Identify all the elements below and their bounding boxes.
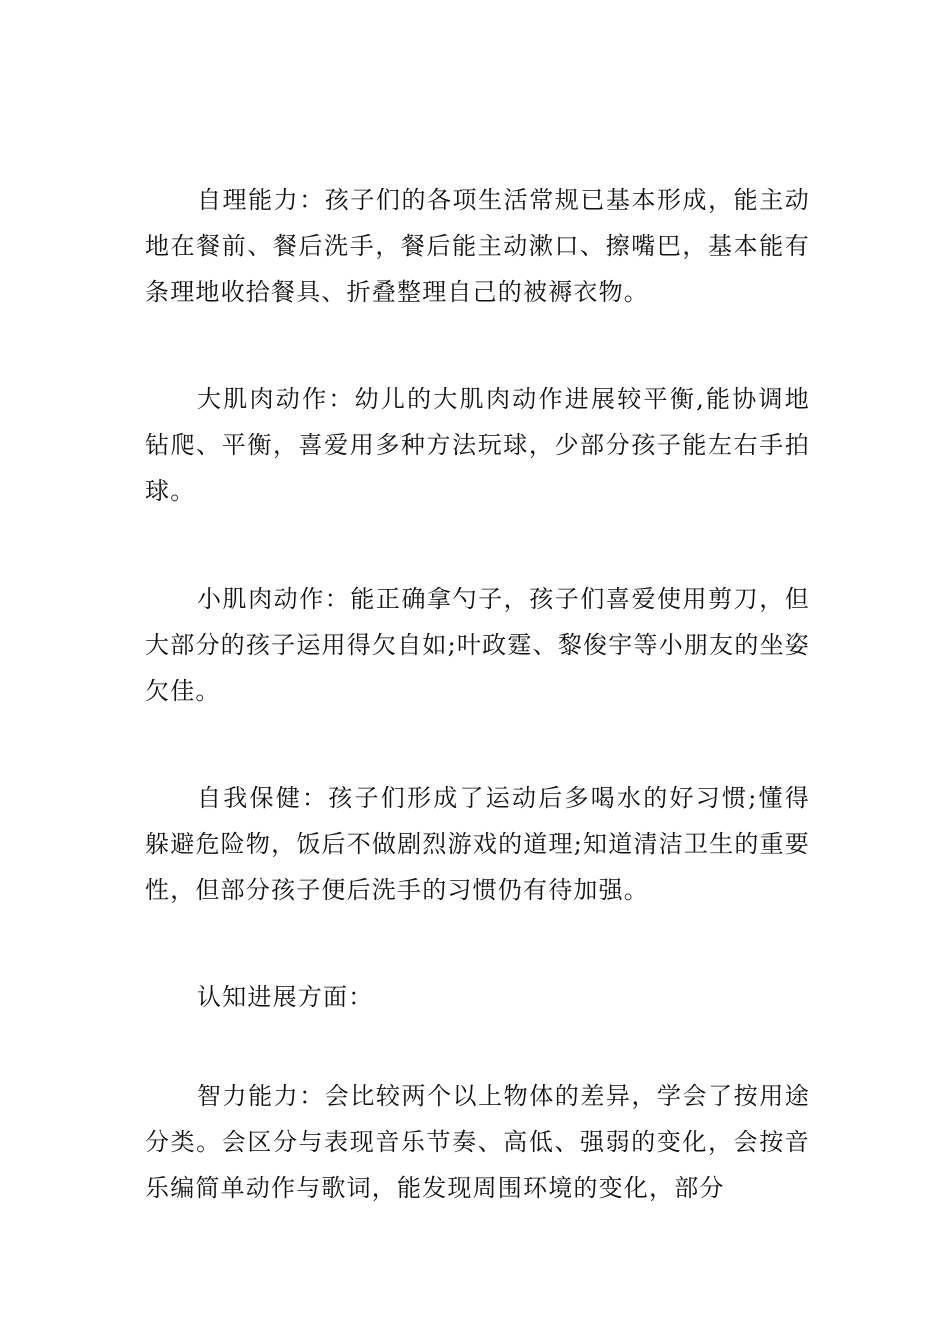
paragraph-gross-motor: 大肌肉动作：幼儿的大肌肉动作进展较平衡,能协调地钻爬、平衡，喜爱用多种方法玩球，少部分孩子能左右手拍球。 bbox=[145, 385, 810, 505]
paragraph-self-health: 自我保健：孩子们形成了运动后多喝水的好习惯;懂得躲避危险物，饭后不做剧烈游戏的道理;知道清洁卫生的重要性，但部分孩子便后洗手的习惯仍有待加强。 bbox=[145, 784, 810, 904]
paragraph-intellectual: 智力能力：会比较两个以上物体的差异，学会了按用途分类。会区分与表现音乐节奏、高低、强弱的变化，会按音乐编简单动作与歌词，能发现周围环境的变化，部分 bbox=[145, 1082, 810, 1202]
section-heading-cognitive: 认知进展方面： bbox=[197, 983, 374, 1011]
paragraph-self-care: 自理能力：孩子们的各项生活常规已基本形成，能主动地在餐前、餐后洗手，餐后能主动漱口、擦嘴巴，基本能有条理地收拾餐具、折叠整理自己的被褥衣物。 bbox=[145, 186, 810, 306]
paragraph-fine-motor: 小肌肉动作：能正确拿勺子，孩子们喜爱使用剪刀，但大部分的孩子运用得欠自如;叶政霆、黎俊宇等小朋友的坐姿欠佳。 bbox=[145, 585, 810, 705]
